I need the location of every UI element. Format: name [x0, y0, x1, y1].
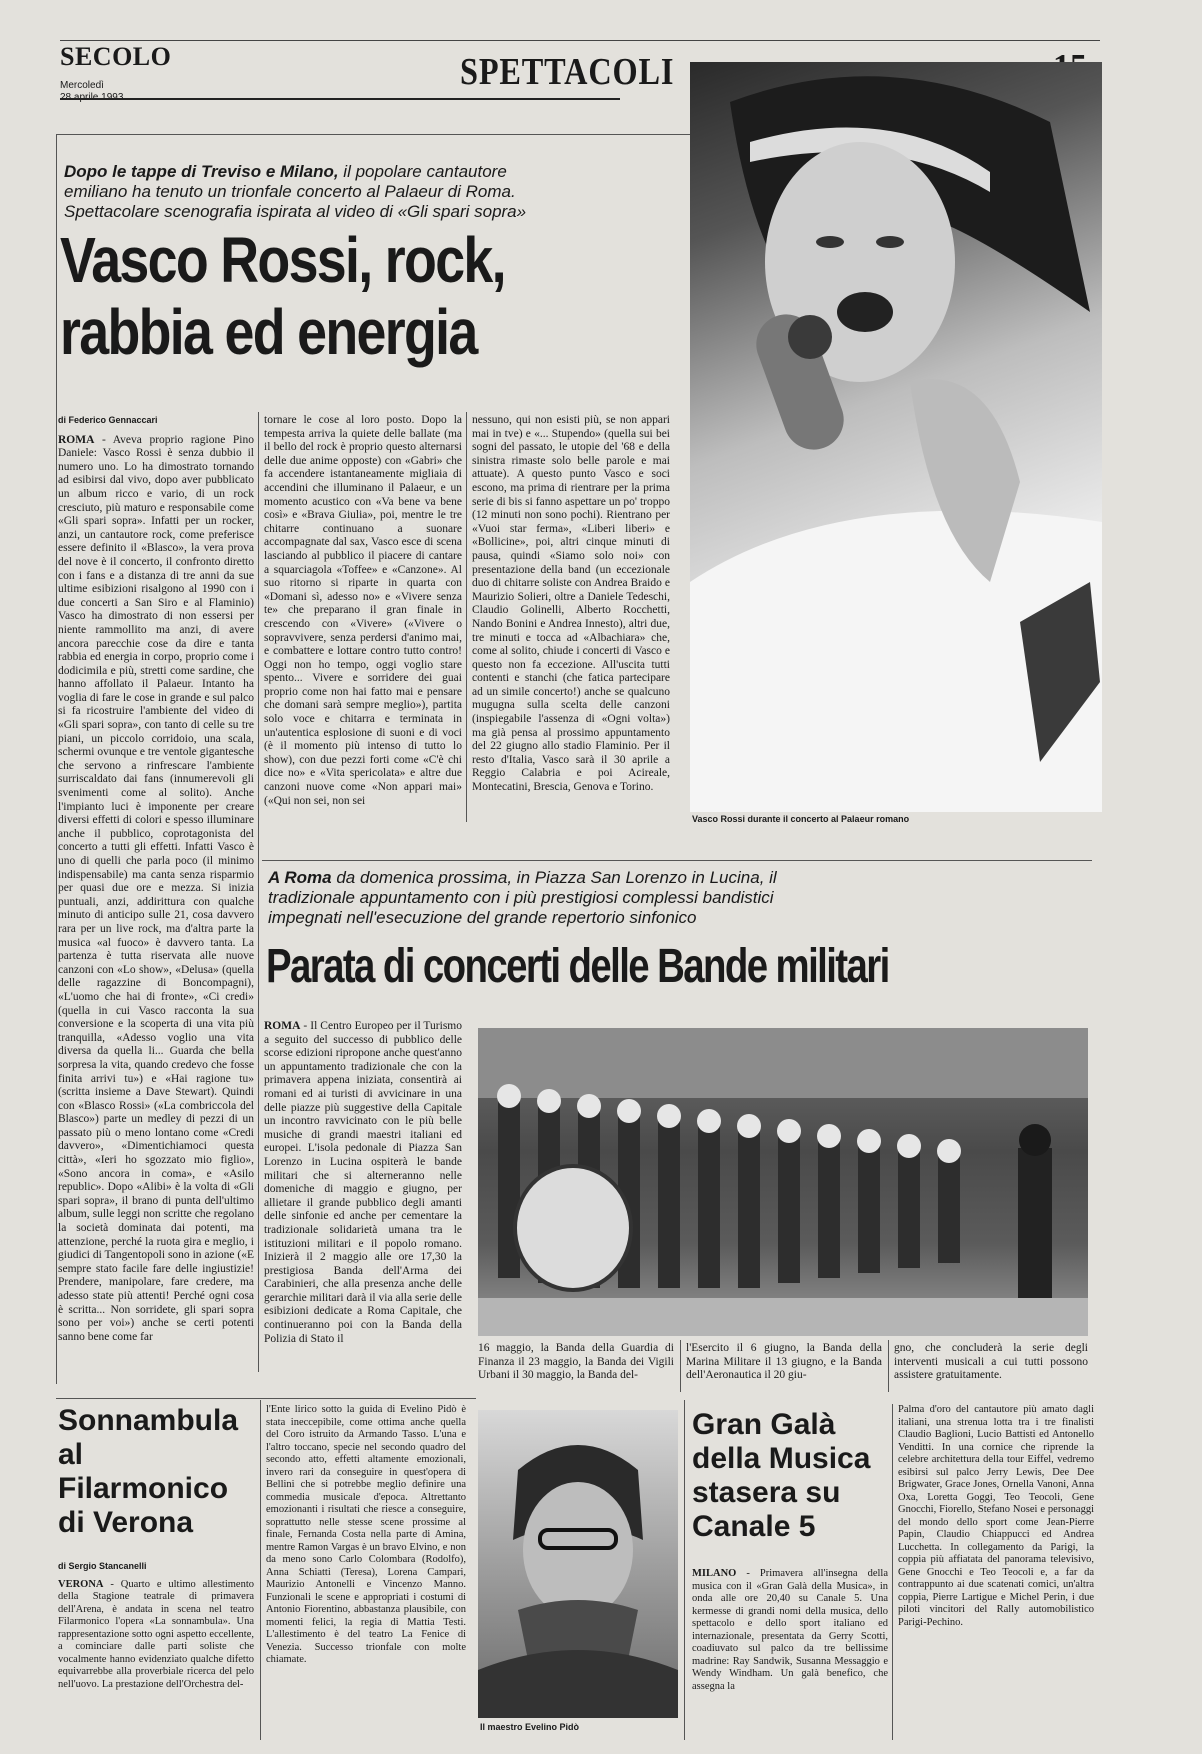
bande-column-1: [264, 1020, 462, 1346]
vasco-box-top-rule: [56, 134, 696, 135]
bande-box-top-rule: [262, 860, 1092, 861]
bande-col-divider-2: [680, 1340, 681, 1392]
vasco-col-divider-2: [466, 412, 467, 822]
vasco-box-left-rule: [56, 134, 57, 1384]
gala-headline: Gran Galà della Musica stasera su Canale 5: [692, 1408, 871, 1543]
bande-kicker-rest: da domenica prossima, in Piazza San Lorenzo in Lucina, il tradizionale appuntamento con i più prestigiosi complessi bandistici impegnati nell'esecuzione del grande repertorio sinfonico: [268, 868, 777, 927]
sonnambula-top-rule: [56, 1398, 476, 1399]
bande-photo-illustration: [478, 1028, 1088, 1336]
gala-left-rule: [684, 1400, 685, 1740]
bande-text-1: - Il Centro Europeo per il Turismo a seguito del successo di pubblico delle scorse edizioni ripropone anche quest'anno un appuntamento tradizionale che con la primavera appena iniziata, consentirà ai romani ed ai turisti di avvicinare in una delle piazze più suggestive della Capitale un incontro ravvicinato con le più belle musiche di grandi maestri italiani ed europei. L'isola pedonale di Piazza San Lorenzo in Lucina ospiterà le bande militari che si alterneranno nelle domeniche di maggio e giugno, per allietare il grande pubblico degli amanti delle sinfonie ed anche per cementare la tradizionale solidarietà umana tra le istituzioni militari e il popolo romano. Inizierà il 2 maggio alle ore 17,30 la prestigiosa Banda dell'Arma dei Carabinieri, che alla presenza anche delle gerarchie militari darà il via alla serie delle esibizioni dedicate a Roma Capitale, che continueranno poi con la Banda della Polizia di Stato il: [264, 1020, 462, 1345]
bande-headline: Parata di concerti delle Bande militari: [266, 940, 889, 993]
pido-photo-illustration: [478, 1410, 678, 1718]
vasco-column-1: [58, 414, 254, 1344]
pido-photo: [478, 1410, 678, 1718]
vasco-byline: di Federico Gennaccari: [58, 415, 158, 425]
vasco-photo: [690, 62, 1102, 812]
bande-column-2: 16 maggio, la Banda della Guardia di Finanza il 23 maggio, la Banda dei Vigili Urbani il 30 maggio, la Banda del-: [478, 1342, 674, 1382]
gala-dateline: MILANO: [692, 1568, 737, 1579]
bande-column-3: l'Esercito il 6 giugno, la Banda della Marina Militare il 13 giugno, e la Banda dell'Aeronautica il 20 giu-: [686, 1342, 882, 1382]
newspaper-logo: SECOLO: [60, 42, 172, 71]
sonnambula-dateline: VERONA: [58, 1578, 104, 1590]
sonnambula-col-divider: [260, 1400, 261, 1740]
issue-date: [60, 80, 123, 104]
vasco-column-3: nessuno, qui non esisti più, se non appari mai in tve) e «... Stupendo» (quella sui bei sogni del passato, le utopie del '68 e della sinistra rimaste solo belle parole e mai attuate). A questo punto Vasco e soci escono, ma prima di rientrare per la prima serie di bis si fanno aspettare un po' troppo (12 minuti non sono pochi). Rientrano per «Vuoi star ferma», «Liberi liberi» e «Bollicine», poi, altri cinque minuti di pausa, quindi «Siamo solo noi» con presentazione della band (un eccezionale duo di chitarre soliste con Andrea Braido e Maurizio Solieri, oltre a Daniele Tedeschi, Claudio Golinelli, Alberto Rocchetti, Nando Bonini e Andrea Innesto), altri due, tre minuti e tocca ad «Albachiara» che, come al solito, chiude i concerti di Vasco e questo non fa eccezione. All'uscita tutti contenti e stanchi (che fatica partecipare ad un simile concerto!) anche se qualcuno mugugna sulla scelta delle canzoni (inspiegabile l'assenza di «Ogni volta») ma già pensa al prossimo appuntamento del 22 giugno allo stadio Flaminio. Per il resto d'Italia, Vasco sarà il 30 aprile a Reggio Calabria e poi Acireale, Montecatini, Brescia, Genova e Torino.: [472, 414, 670, 794]
bande-photo: [478, 1028, 1088, 1336]
gala-column-2: Palma d'oro del cantautore più amato dagli italiani, una strenua lotta tra i tre finalisti Claudio Baglioni, Lucio Battisti ed Antonello Venditti. In una cornice che riprende la celebre architettura della tour Eiffel, vedremo esibirsi sul palco Jerry Lewis, Dee Dee Brigwater, Grace Jones, Ornella Vanoni, Anna Oxa, Loretta Goggi, Teo Teocoli, Gene Gnocchi, Fiorello, Stefano Nosei e personaggi del mondo dello sport come Jean-Pierre Papin, Claudio Chiappucci ed Andrea Lucchetta. In collegamento da Parigi, la coppia più affiatata del panorama televisivo, Gene Gnocchi e Teo Teocoli e, a far da contrappunto ai due scatenati comici, un'altra coppia, Pierre Lartigue e Michel Perin, i due piloti vincitori del Rally automobilistico Parigi-Pechino.: [898, 1404, 1094, 1628]
gala-text-1: - Primavera all'insegna della musica con il «Gran Galà della Musica», in onda alle ore 20,40 su Canale 5. Una kermesse di grandi nomi della musica, dello spettacolo e dello sport italiano ed internazionale, presentata da Gerry Scotti, coadiuvato sul palco da tre bellissime madrine: Ray Sandwik, Susanna Messaggio e Wendy Windham. Un galà benefico, che assegna la: [692, 1568, 888, 1692]
vasco-column-2: tornare le cose al loro posto. Dopo la tempesta arriva la quiete delle ballate (ma il bello del rock è proprio questo alternarsi delle due anime opposte) con «Gabri» che fa accendere istantaneamente migliaia di accendini che illuminano il Palaeur, e un momento acustico con «Va bene va bene così» e «Brava Giulia», poi, mentre le tre chitarre continuano a suonare accompagnate dal sax, Vasco esce di scena lasciando al pubblico il piacere di cantare a squarciagola «Toffee» e «Canzone». Al suo ritorno si riparte in quarta con «Domani sì, adesso no» e «Vivere senza te» che preparano il gran finale in crescendo con «Vivere» («Vivere o sopravvivere, senza perdersi d'animo mai, e combattere e lottare contro tutto contro! Oggi non ho tempo, oggi voglio stare spento... Vivere e sorridere dei guai proprio come non hai fatto mai e pensare che domani sarà sempre meglio»), partita solo voce e chitarra e terminata in un'autentica esplosione di suoni e di voci (è il momento più intenso di tutto lo show), con due pezzi forti come «C'è chi dice no» e «Vita spericolata» e altre due canzoni nuove come «Non appari mai» («Qui non sei, non sei: [264, 414, 462, 807]
pido-photo-caption: Il maestro Evelino Pidò: [480, 1722, 580, 1732]
vasco-photo-illustration: [690, 62, 1102, 812]
bande-dateline: ROMA: [264, 1020, 301, 1032]
sonnambula-text-1: - Quarto e ultimo allestimento della Stagione teatrale di primavera dell'Arena, è andata in scena nel teatro Filarmonico l'opera «La sonnambula». Una rappresentazione sotto ogni aspetto eccellente, a cominciare dalle parti soliste che vocalmente hanno evidenziato qualche difetto equivarrebbe alla proverbiale ricerca del pelo nell'uovo. La prestazione dell'Orchestra del-: [58, 1578, 254, 1690]
vasco-kicker-rest: il popolare cantautore emiliano ha tenuto un trionfale concerto al Palaeur di Roma. Spettacolare scenografia ispirata al video di «Gli spari sopra»: [64, 162, 527, 221]
vasco-headline: [60, 224, 505, 368]
top-border-rule: [60, 40, 1100, 41]
section-title: SPETTACOLI: [460, 51, 675, 93]
sonnambula-column-1: [58, 1560, 254, 1691]
vasco-kicker: [64, 162, 534, 222]
sonnambula-headline: Sonnambula al Filarmonico di Verona: [58, 1404, 239, 1539]
vasco-dateline: ROMA: [58, 433, 95, 446]
bande-kicker-bold: A Roma: [268, 868, 332, 887]
vasco-text-1: - Aveva proprio ragione Pino Daniele: Vasco Rossi è senza dubbio il numero uno. Lo ha dimostrato tornando ad esibirsi dal vivo, dopo aver pubblicato un album ricco e vario, di un rock cresciuto, più maturo e responsabile come «Gli spari sopra». Infatti per un rocker, anzi, un cantautore rock, come preferisce essere definito il «Blasco», la vera prova del nove è il concerto, il confronto diretto con i fans e a distanza di tre anni da sue ultime esibizioni risalgono al 1990 con i due concerti a San Siro e al Flaminio) Vasco ha dimostrato di non essersi per niente rammollito ma anzi, di avere ancora parecchie cose da dire e tanta rabbia ed energia in corpo, proprio come i dodicimila e più, stretti come sardine, che hanno affollato il Palaeur. Intanto ha voglia di fare le cose in grande e sul palco si fa ricostruire l'ambiente del video di «Gli spari sopra», con tanto di celle su tre piani, un piccolo corridoio, una scala, schermi ovunque e tre ventole gigantesche che servono a rinfrescare l'ambiente surriscaldato dai fans (innumerevoli gli svenimenti come al solito). Anche l'impianto luci è imponente per creare diversi effetti di colori e spesso illuminare anche il pubblico, coprotagonista del concerto a tutti gli effetti. Infatti Vasco è uno di quelli che parla poco (il minimo indispensabile) ma canta senza risparmio per quasi due ore e mezza. Si inizia puntuali, anzi, addirittura con qualche minuto di anticipo sulle 21, cosa davvero rara per un live rock, ma d'altra parte la musica «al fuoco» è davvero tanta. La partenza è tutta riservata alle nuove canzoni con «Lo show», «Delusa» (quella delle ragazzine di Boncompagni), «L'uomo che hai di fronte», «Ci credi» (quella in cui Vasco racconta la sua conversione e la scoperta di una vita più tranquilla, «Adesso voglio una vita diversa da quella li... Guarda che bella sorpresa la vita, quando credevo che fosse finita arrivi tu») e «Hai ragione tu» (scritta insieme a Dave Stewart). Quindi con «Blasco Rossi» («La combriccola del Blasco») parte un medley di pezzi di un passato più o meno lontano come «Credi davvero», «Dimentichiamoci questa città», «Ieri ho sgozzato mio figlio», «Sono ancora in coma», e «Asilo republic». Dopo «Alibi» è la volta di «Gli spari sopra», il brano di punta dell'ultimo album, sulle leggi non scritte che regolano la società dominata dai potenti, ma attenzione, perché la ruota gira e meglio, i giudici di Tangentopoli sono in azione («E sempre stato facile fare delle ingiustizie! Prendere, manipolare, fare credere, ma adesso state più attenti! Perché ogni cosa è scritta... Non sorridete, gli spari sopra sono per voi») anche se certi potenti sanno bene come far: [58, 433, 254, 1343]
masthead-rule: [60, 98, 620, 100]
bande-kicker: [268, 868, 808, 928]
gala-col-divider: [892, 1404, 893, 1740]
bande-col-divider-3: [888, 1340, 889, 1392]
gala-column-1: [692, 1568, 888, 1693]
vasco-col-divider-1: [258, 412, 259, 1372]
vasco-headline-line1: Vasco Rossi, rock,: [60, 224, 505, 296]
issue-day: Mercoledì: [60, 80, 104, 91]
sonnambula-byline: di Sergio Stancanelli: [58, 1561, 147, 1571]
sonnambula-column-2: l'Ente lirico sotto la guida di Evelino Pidò è stata ineccepibile, come ottima anche quella del Coro istruito da Armando Tasso. L'una e l'altro toccano, specie nel secondo quadro del secondo atto, effetti altamente emozionali, invero rari da conseguire in quest'opera di Bellini che si potrebbe meglio definire una commedia musicale d'epoca. Altrettanto emozionanti i risultati che riesce a conseguire, soprattutto nelle stesse scene prossime al finale, Fernanda Costa nella parte di Amina, mentre Ramon Vargas è un bravo Elvino, e non da meno sono Carlo Colombara (Rodolfo), Anna Schiatti (Teresa), Lorena Campari, Maurizio Antonelli e Vincenzo Manno. Funzionali le scene e appropriati i costumi di Antonio Fiorentino, abbastanza plausibile, con momenti felici, la regia di Mattia Testi. L'allestimento è del teatro La Fenice di Venezia. Successo trionfale con molte chiamate.: [266, 1404, 466, 1665]
bande-column-4: gno, che concluderà la serie degli interventi musicali a cui tutti possono assistere gratuitamente.: [894, 1342, 1088, 1382]
vasco-kicker-bold: Dopo le tappe di Treviso e Milano,: [64, 162, 339, 181]
vasco-headline-line2: rabbia ed energia: [60, 296, 477, 368]
vasco-photo-caption: Vasco Rossi durante il concerto al Palaeur romano: [692, 814, 910, 824]
